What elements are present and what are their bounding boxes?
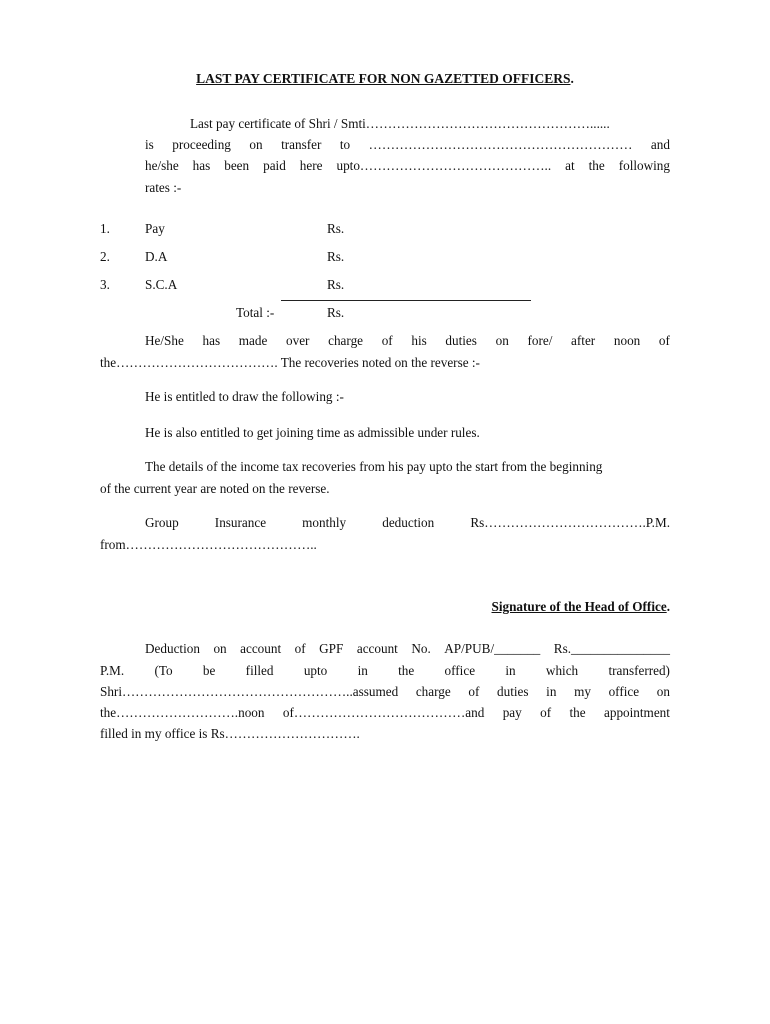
gpf-word: charge bbox=[415, 684, 451, 699]
group-insurance-line-2: from…………………………………….. bbox=[100, 537, 317, 552]
intro-word: been bbox=[224, 158, 250, 173]
signature-period: . bbox=[666, 599, 670, 614]
gpf-word: appointment bbox=[604, 705, 670, 720]
gi-word: Insurance bbox=[214, 515, 267, 530]
intro-word: …………………………………………………… bbox=[368, 137, 633, 152]
charge-word: his bbox=[411, 333, 427, 348]
charge-word: after bbox=[571, 333, 596, 348]
gpf-word: my bbox=[574, 684, 591, 699]
gpf-line-5: filled in my office is Rs…………………………. bbox=[100, 726, 360, 741]
intro-word: upto…………………………………….. bbox=[336, 158, 552, 173]
intro-word: has bbox=[192, 158, 211, 173]
charge-word: made bbox=[238, 333, 268, 348]
gpf-word: on bbox=[656, 684, 670, 699]
charge-word: over bbox=[286, 333, 310, 348]
gpf-line-1 bbox=[145, 642, 670, 655]
rate-number: 2. bbox=[100, 249, 110, 264]
gpf-word: Rs._______________ bbox=[553, 641, 670, 656]
gpf-word: office bbox=[444, 663, 476, 678]
gpf-line-3 bbox=[100, 685, 670, 698]
signature-text: Signature of the Head of Office bbox=[491, 599, 667, 614]
gpf-line-2 bbox=[100, 664, 670, 677]
intro-line-3 bbox=[145, 159, 670, 172]
charge-line-1 bbox=[145, 334, 670, 347]
entitled-text: He is entitled to draw the following :- bbox=[145, 389, 344, 404]
gpf-word: in bbox=[505, 663, 516, 678]
gpf-word: P.M. bbox=[100, 663, 125, 678]
intro-word: is bbox=[145, 137, 154, 152]
rate-rs: Rs. bbox=[327, 277, 345, 292]
gpf-line-4 bbox=[100, 706, 670, 719]
intro-word: at bbox=[565, 158, 575, 173]
charge-word: has bbox=[202, 333, 221, 348]
intro-word: here bbox=[299, 158, 323, 173]
gpf-word: AP/PUB/_______ bbox=[444, 641, 541, 656]
gpf-word: upto bbox=[303, 663, 328, 678]
rate-label-pay: Pay bbox=[145, 221, 165, 236]
page-title bbox=[0, 72, 770, 86]
intro-word: proceeding bbox=[172, 137, 231, 152]
signature-label bbox=[492, 600, 671, 613]
gi-word: deduction bbox=[382, 515, 435, 530]
charge-line-2: the………………………………. The recoveries noted on the reverse :- bbox=[100, 355, 480, 370]
gpf-word: duties bbox=[497, 684, 529, 699]
joining-text: He is also entitled to get joining time as admissible under rules. bbox=[145, 425, 480, 440]
gi-word: monthly bbox=[302, 515, 347, 530]
gpf-word: Shri……………………………………………..assumed bbox=[100, 684, 399, 699]
charge-word: of bbox=[381, 333, 393, 348]
intro-line-4: rates :- bbox=[145, 180, 182, 195]
gpf-word: the bbox=[398, 663, 415, 678]
intro-word: paid bbox=[263, 158, 286, 173]
intro-word: and bbox=[650, 137, 670, 152]
gpf-word: office bbox=[608, 684, 640, 699]
title-period: . bbox=[570, 71, 574, 86]
total-label: Total :- bbox=[236, 305, 275, 320]
gpf-word: account bbox=[356, 641, 398, 656]
gpf-word: the bbox=[569, 705, 586, 720]
gpf-word: of bbox=[294, 641, 306, 656]
total-rs: Rs. bbox=[327, 305, 345, 320]
total-rule bbox=[281, 300, 531, 301]
group-insurance-line-1 bbox=[145, 516, 670, 529]
intro-line-1: Last pay certificate of Shri / Smti……………………………………………...... bbox=[190, 116, 610, 131]
gpf-word: which bbox=[545, 663, 579, 678]
charge-word: on bbox=[495, 333, 509, 348]
gpf-word: transferred) bbox=[608, 663, 670, 678]
intro-word: the bbox=[588, 158, 605, 173]
gi-word: Group bbox=[145, 515, 179, 530]
gpf-word: (To bbox=[154, 663, 173, 678]
gpf-word: of bbox=[468, 684, 480, 699]
gpf-word: Deduction bbox=[145, 641, 200, 656]
gpf-word: filled bbox=[245, 663, 274, 678]
gpf-word: be bbox=[202, 663, 216, 678]
rate-rs: Rs. bbox=[327, 249, 345, 264]
gpf-word: of bbox=[540, 705, 552, 720]
gpf-word: GPF bbox=[319, 641, 344, 656]
intro-line-2 bbox=[145, 138, 670, 151]
rate-label-da: D.A bbox=[145, 249, 168, 264]
gpf-word: in bbox=[357, 663, 368, 678]
income-tax-line-2: of the current year are noted on the reverse. bbox=[100, 481, 330, 496]
rate-label-sca: S.C.A bbox=[145, 277, 178, 292]
gpf-word: pay bbox=[502, 705, 522, 720]
charge-word: noon bbox=[613, 333, 641, 348]
charge-word: duties bbox=[445, 333, 477, 348]
intro-word: transfer bbox=[281, 137, 322, 152]
gpf-word: account bbox=[240, 641, 282, 656]
intro-word: on bbox=[249, 137, 263, 152]
rate-rs: Rs. bbox=[327, 221, 345, 236]
title-text: LAST PAY CERTIFICATE FOR NON GAZETTED OFFICERS bbox=[196, 71, 571, 86]
gpf-word: the……………………….noon bbox=[100, 705, 265, 720]
gpf-word: No. bbox=[411, 641, 431, 656]
charge-word: fore/ bbox=[527, 333, 553, 348]
gpf-word: of…………………………………and bbox=[282, 705, 485, 720]
gi-word: Rs……………………………….P.M. bbox=[470, 515, 670, 530]
charge-word: charge bbox=[328, 333, 364, 348]
charge-word: He/She bbox=[145, 333, 184, 348]
income-tax-line-1: The details of the income tax recoveries from his pay upto the start from the beginning bbox=[145, 459, 603, 474]
intro-word: following bbox=[618, 158, 670, 173]
intro-word: he/she bbox=[145, 158, 179, 173]
rate-number: 1. bbox=[100, 221, 110, 236]
intro-word: to bbox=[339, 137, 351, 152]
rate-number: 3. bbox=[100, 277, 110, 292]
gpf-word: on bbox=[213, 641, 227, 656]
gpf-word: in bbox=[546, 684, 557, 699]
charge-word: of bbox=[658, 333, 670, 348]
